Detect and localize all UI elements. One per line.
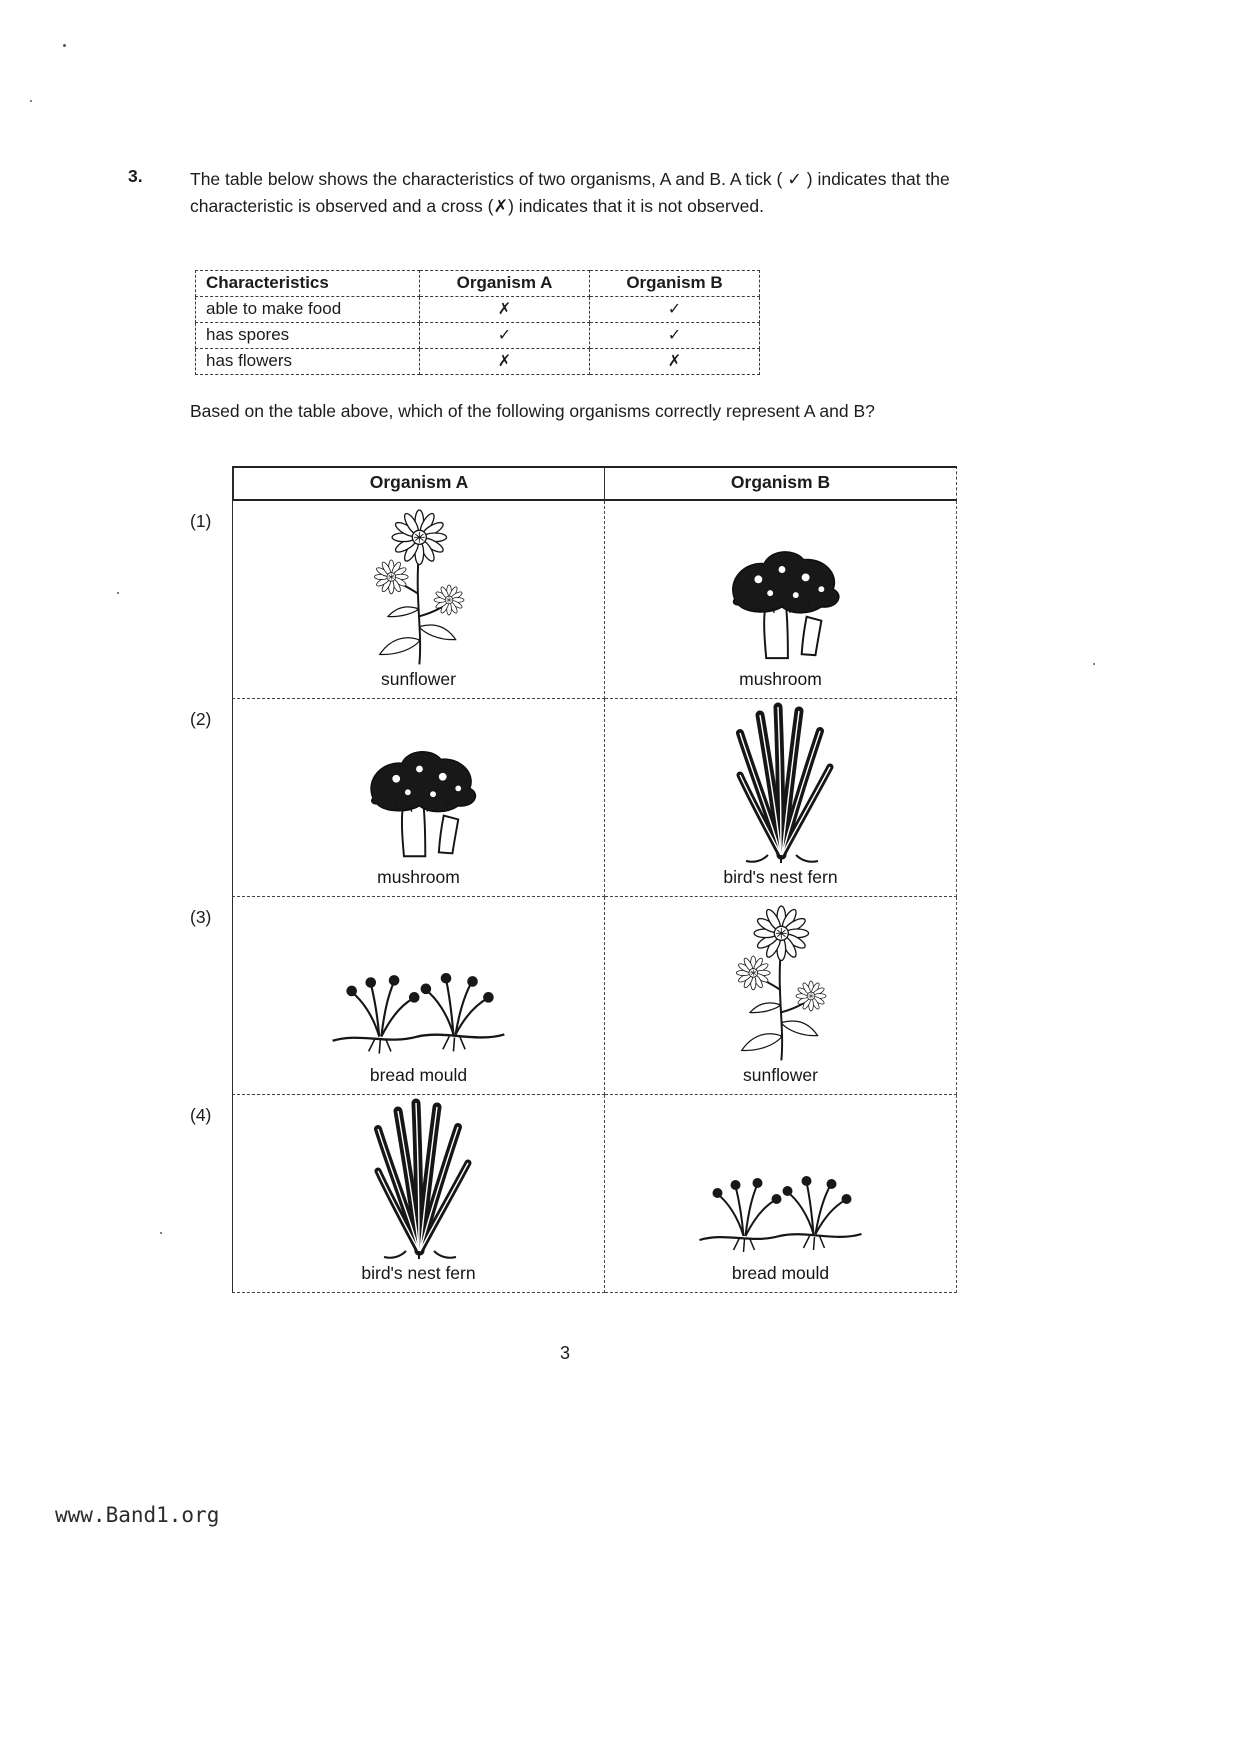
organism-caption: sunflower bbox=[381, 669, 456, 689]
bread-mould-illustration bbox=[324, 956, 514, 1062]
organism-caption: bread mould bbox=[731, 1263, 830, 1283]
question-number: 3. bbox=[128, 166, 143, 186]
question-prompt: Based on the table above, which of the following organisms correctly represent A and B? bbox=[190, 401, 875, 421]
organism-caption: sunflower bbox=[743, 1065, 818, 1085]
organism-cell bbox=[232, 1095, 605, 1293]
organism-cell bbox=[232, 501, 605, 699]
page-number: 3 bbox=[560, 1343, 571, 1363]
table-row bbox=[196, 349, 760, 375]
organism-cell bbox=[605, 699, 957, 897]
table-header-row bbox=[196, 271, 760, 297]
organism-a-mark: ✗ bbox=[420, 349, 590, 375]
birds-nest-fern-illustration bbox=[334, 1095, 504, 1260]
organism-b-mark: ✗ bbox=[590, 349, 760, 375]
characteristic-label: able to make food bbox=[196, 297, 420, 323]
options-header-organism-a: Organism A bbox=[232, 466, 605, 501]
organism-a-mark: ✗ bbox=[420, 297, 590, 323]
organism-caption: mushroom bbox=[377, 867, 460, 887]
options-table-corner bbox=[190, 466, 232, 501]
table-row bbox=[196, 297, 760, 323]
option-number-2: (2) bbox=[190, 709, 212, 729]
organism-caption: bird's nest fern bbox=[361, 1263, 476, 1283]
characteristics-table bbox=[195, 270, 760, 375]
option-number-4: (4) bbox=[190, 1105, 212, 1125]
scan-speckle bbox=[117, 592, 119, 594]
organism-caption: bread mould bbox=[369, 1065, 468, 1085]
organism-b-mark: ✓ bbox=[590, 323, 760, 349]
scan-speckle bbox=[63, 44, 66, 47]
organism-cell bbox=[605, 501, 957, 699]
organism-cell bbox=[232, 699, 605, 897]
options-header-organism-b: Organism B bbox=[605, 466, 957, 501]
option-number-1: (1) bbox=[190, 511, 212, 531]
organism-cell bbox=[605, 897, 957, 1095]
sunflower-illustration bbox=[341, 501, 496, 666]
mushroom-illustration bbox=[336, 738, 501, 864]
mushroom-illustration bbox=[696, 538, 866, 666]
characteristic-label: has spores bbox=[196, 323, 420, 349]
organism-caption: bird's nest fern bbox=[723, 867, 838, 887]
watermark: www.Band1.org bbox=[55, 1503, 220, 1527]
organism-a-mark: ✓ bbox=[420, 323, 590, 349]
sunflower-illustration bbox=[708, 897, 853, 1062]
options-table bbox=[190, 466, 957, 1293]
scan-speckle bbox=[160, 1232, 162, 1234]
column-header-organism-a: Organism A bbox=[420, 271, 590, 297]
characteristic-label: has flowers bbox=[196, 349, 420, 375]
option-number-3: (3) bbox=[190, 907, 212, 927]
organism-cell bbox=[605, 1095, 957, 1293]
organism-caption: mushroom bbox=[739, 669, 822, 689]
column-header-organism-b: Organism B bbox=[590, 271, 760, 297]
organism-b-mark: ✓ bbox=[590, 297, 760, 323]
organism-cell bbox=[232, 897, 605, 1095]
question-block bbox=[128, 166, 968, 220]
bread-mould-illustration bbox=[691, 1160, 871, 1260]
scan-speckle bbox=[30, 100, 32, 102]
column-header-characteristics: Characteristics bbox=[196, 271, 420, 297]
birds-nest-fern-illustration bbox=[701, 699, 861, 864]
question-intro: The table below shows the characteristics of two organisms, A and B. A tick ( ✓ ) indicates that the characteristic is observed and a cross (✗) indicates that it is not observed. bbox=[190, 169, 950, 217]
scan-speckle bbox=[1093, 663, 1095, 665]
table-row bbox=[196, 323, 760, 349]
